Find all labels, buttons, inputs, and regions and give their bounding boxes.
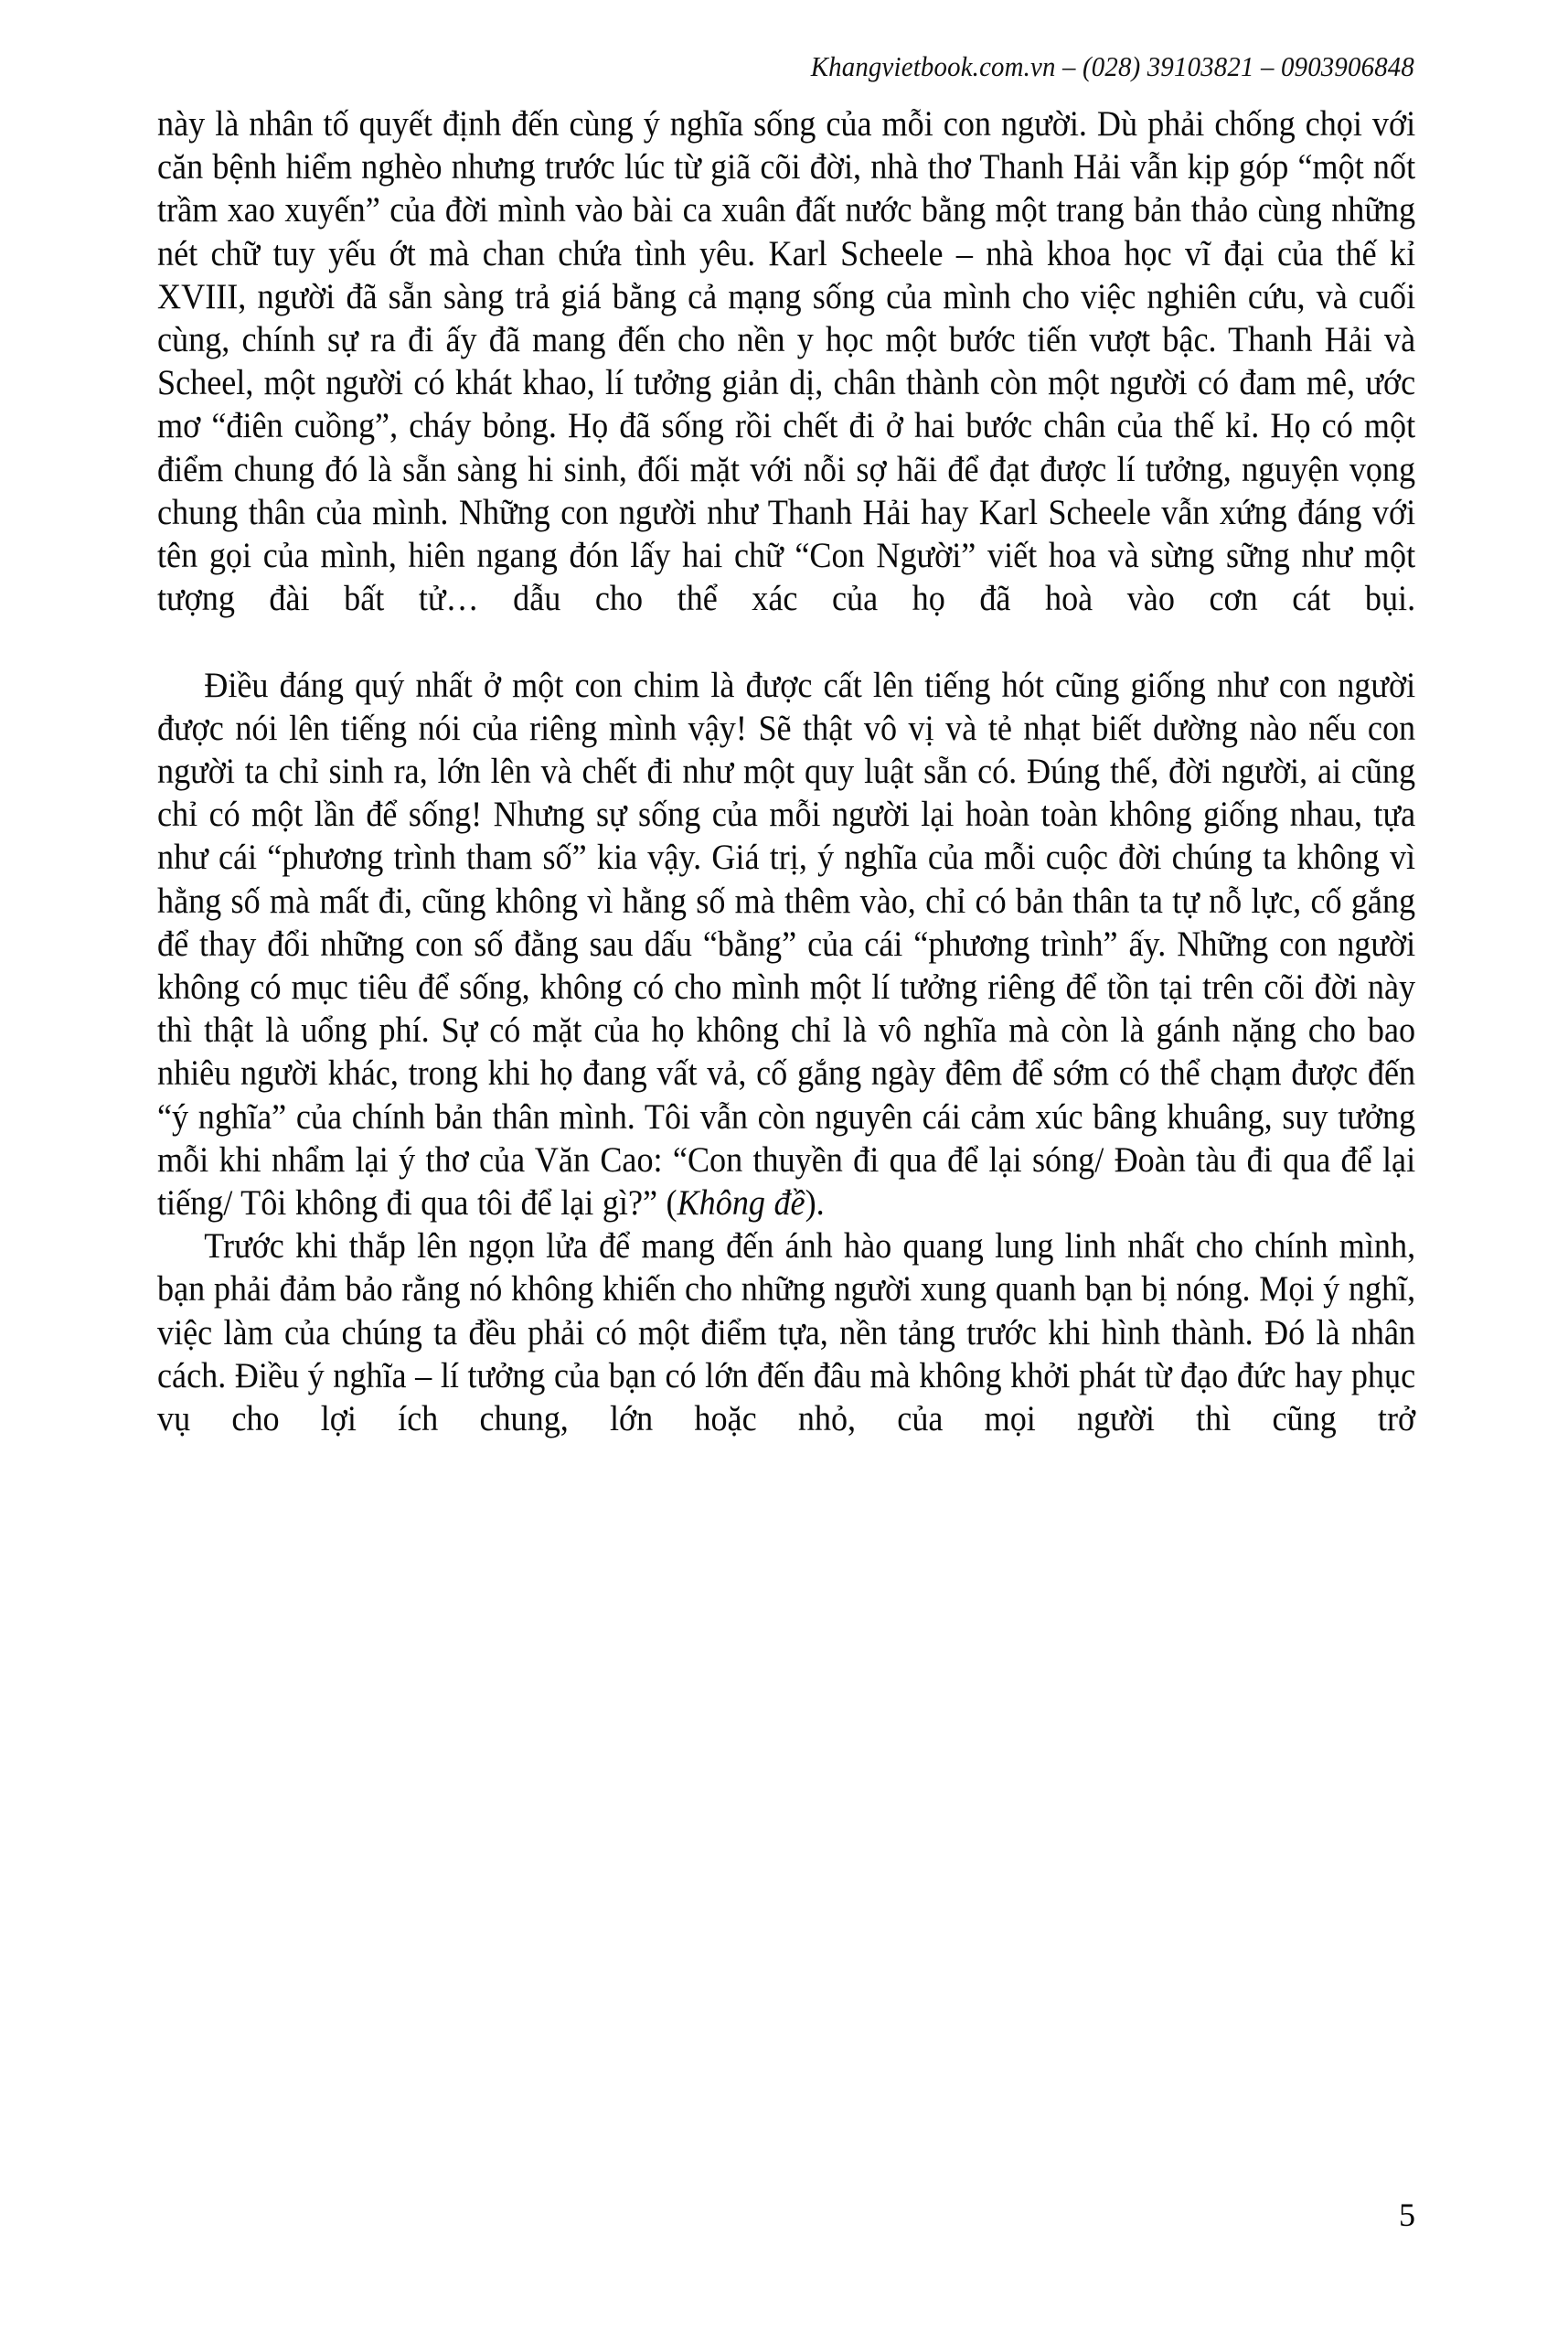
body-paragraph-2	[157, 664, 1415, 1225]
page-number: 5	[1399, 2197, 1415, 2233]
paragraph-2-text-after-title: ).	[805, 1182, 825, 1224]
poem-title-khong-de: Không đề	[677, 1182, 805, 1224]
body-paragraph-3: Trước khi thắp lên ngọn lửa để mang đến ánh hào quang lung linh nhất cho chính mình, bạn phải đảm bảo rằng nó không khiến cho những người xung quanh bạn bị nóng. Mọi ý nghĩ, việc làm của chúng ta đều phải có một điểm tựa, nền tảng trước khi hình thành. Đó là nhân cách. Điều ý nghĩa – lí tưởng của bạn có lớn đến đâu mà không khởi phát từ đạo đức hay phục vụ cho lợi ích chung, lớn hoặc nhỏ, của mọi người thì cũng trở	[157, 1225, 1416, 1439]
paragraph-2-text-before-title: Điều đáng quý nhất ở một con chim là được cất lên tiếng hót cũng giống như con người được nói lên tiếng nói của riêng mình vậy! Sẽ thật vô vị và tẻ nhạt biết dường nào nếu con người ta chỉ sinh ra, lớn lên và chết đi như một quy luật sẵn có. Đúng thế, đời người, ai cũng chỉ có một lần để sống! Nhưng sự sống của mỗi người lại hoàn toàn không giống nhau, tựa như cái “phương trình tham số” kia vậy. Giá trị, ý nghĩa của mỗi cuộc đời chúng ta không vì hằng số mà mất đi, cũng không vì hằng số mà thêm vào, chỉ có bản thân ta tự nỗ lực, cố gắng để thay đổi những con số đằng sau dấu “bằng” của cái “phương trình” ấy. Những con người không có mục tiêu để sống, không có cho mình một lí tưởng riêng để tồn tại trên cõi đời này thì thật là uổng phí. Sự có mặt của họ không chỉ là vô nghĩa mà còn là gánh nặng cho bao nhiêu người khác, trong khi họ đang vất vả, cố gắng ngày đêm để sớm có thể chạm được đến “ý nghĩa” của chính bản thân mình. Tôi vẫn còn nguyên cái cảm xúc bâng khuâng, suy tưởng mỗi khi nhẩm lại ý thơ của Văn Cao: “Con thuyền đi qua để lại sóng/ Đoàn tàu đi qua để lại tiếng/ Tôi không đi qua tôi để lại gì?” (	[157, 664, 1416, 1224]
body-paragraph-1: này là nhân tố quyết định đến cùng ý nghĩa sống của mỗi con người. Dù phải chống chọi với căn bệnh hiểm nghèo nhưng trước lúc từ giã cõi đời, nhà thơ Thanh Hải vẫn kịp góp “một nốt trầm xao xuyến” của đời mình vào bài ca xuân đất nước bằng một trang bản thảo cùng những nét chữ tuy yếu ớt mà chan chứa tình yêu. Karl Scheele – nhà khoa học vĩ đại của thế kỉ XVIII, người đã sẵn sàng trả giá bằng cả mạng sống của mình cho việc nghiên cứu, và cuối cùng, chính sự ra đi ấy đã mang đến cho nền y học một bước tiến vượt bậc. Thanh Hải và Scheel, một người có khát khao, lí tưởng giản dị, chân thành còn một người có đam mê, ước mơ “điên cuồng”, cháy bỏng. Họ đã sống rồi chết đi ở hai bước chân của thế kỉ. Họ có một điểm chung đó là sẵn sàng hi sinh, đối mặt với nỗi sợ hãi để đạt được lí tưởng, nguyện vọng chung thân của mình. Những con người như Thanh Hải hay Karl Scheele vẫn xứng đáng với tên gọi của mình, hiên ngang đón lấy hai chữ “Con Người” viết hoa và sừng sững như một tượng đài bất tử… dẫu cho thể xác của họ đã hoà vào cơn cát bụi.	[157, 103, 1416, 619]
body-text-block	[157, 102, 1415, 1484]
running-header-imprint: Khangvietbook.com.vn – (028) 39103821 – 0903906848	[810, 50, 1414, 82]
